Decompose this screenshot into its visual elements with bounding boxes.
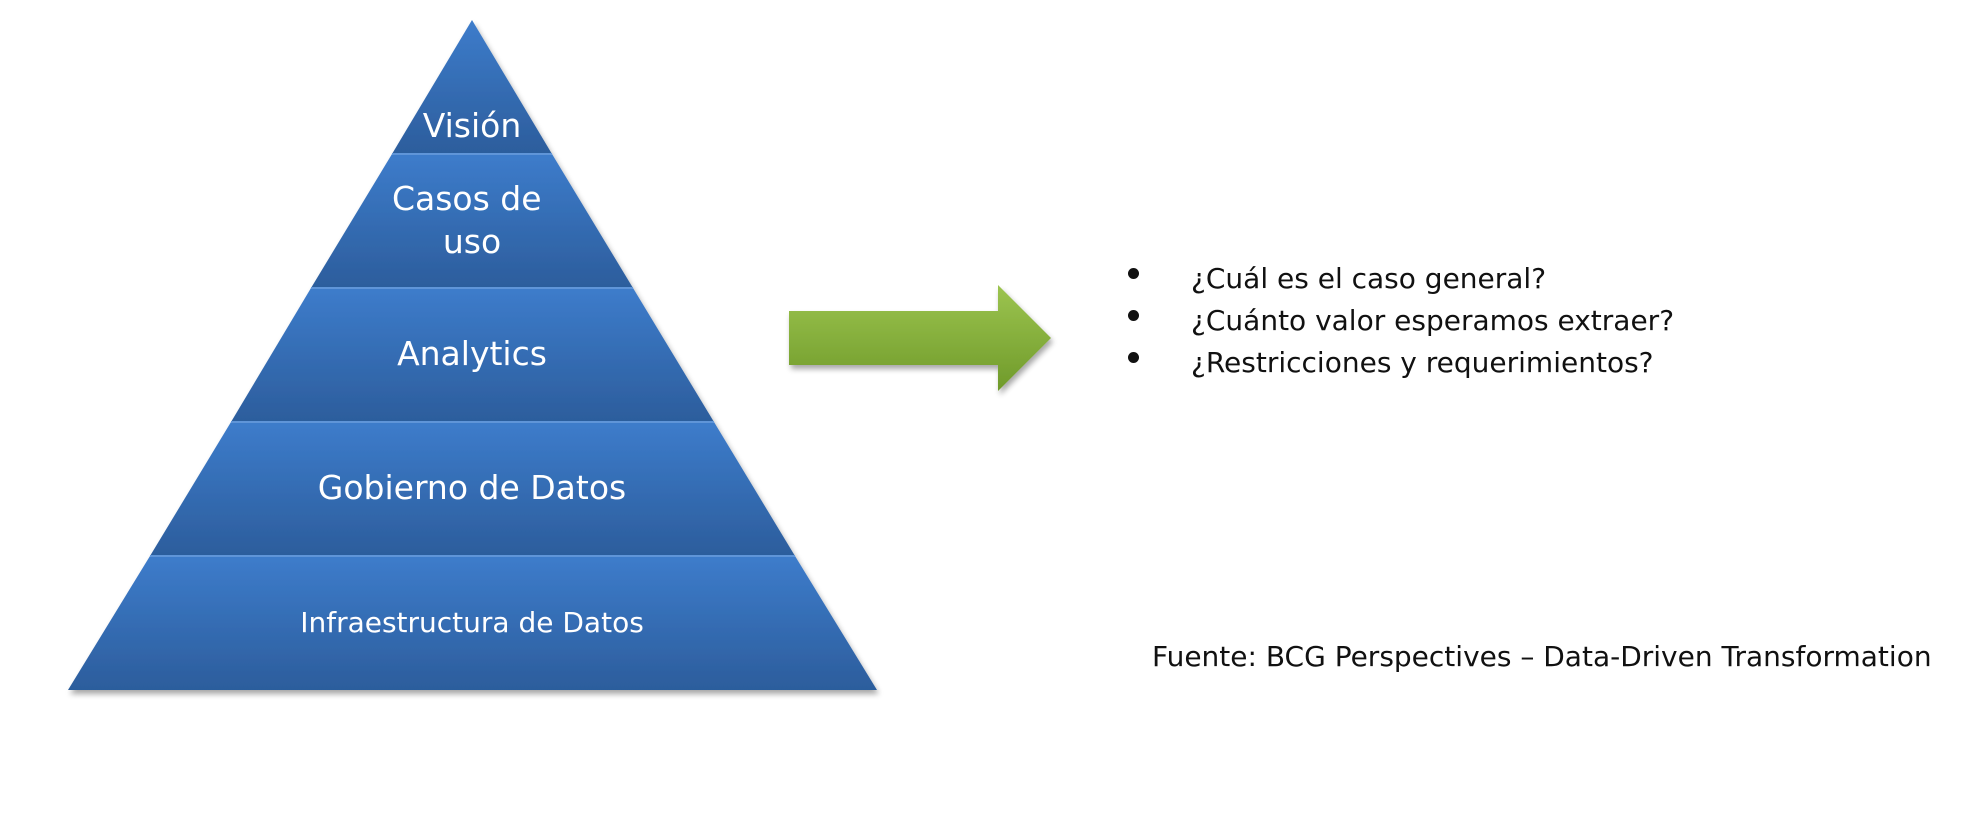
source-citation: Fuente: BCG Perspectives – Data-Driven Transformation bbox=[1152, 640, 1932, 673]
pyramid-tier-use-cases-label: Casos de uso bbox=[391, 179, 542, 261]
pyramid-tier-use-cases bbox=[311, 154, 633, 288]
bullet-icon bbox=[1128, 352, 1139, 363]
right-arrow bbox=[789, 285, 1051, 391]
pyramid-tier-analytics bbox=[231, 288, 714, 422]
question-text: ¿Cuánto valor esperamos extraer? bbox=[1191, 304, 1675, 337]
pyramid-tier-data-governance-label: Gobierno de Datos bbox=[317, 468, 627, 507]
question-text: ¿Cuál es el caso general? bbox=[1191, 262, 1547, 295]
pyramid-tier-data-governance bbox=[150, 422, 795, 556]
right-arrow-shape bbox=[789, 285, 1051, 391]
list-item bbox=[1120, 342, 1674, 384]
pyramid-tier-vision bbox=[392, 20, 552, 154]
pyramid-tier-analytics-label: Analytics bbox=[397, 334, 547, 373]
data-strategy-pyramid bbox=[68, 20, 877, 690]
question-list bbox=[1120, 258, 1674, 384]
pyramid-tier-use-cases-shape bbox=[311, 154, 633, 288]
bullet-icon bbox=[1128, 268, 1139, 279]
question-text: ¿Restricciones y requerimientos? bbox=[1191, 346, 1654, 379]
bullet-icon bbox=[1128, 310, 1139, 321]
list-item bbox=[1120, 258, 1674, 300]
pyramid-tier-data-infrastructure-label: Infraestructura de Datos bbox=[300, 606, 644, 639]
list-item bbox=[1120, 300, 1674, 342]
pyramid-tier-vision-label: Visión bbox=[422, 106, 522, 145]
pyramid-tier-data-infrastructure bbox=[68, 556, 877, 690]
